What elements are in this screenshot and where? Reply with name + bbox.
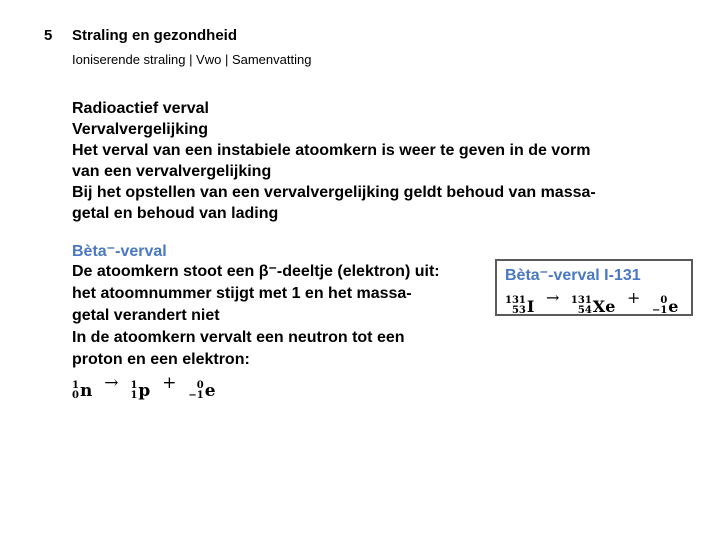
intro-line: Radioactief verval (72, 100, 209, 117)
element-symbol: I (526, 296, 535, 316)
mass-number: 0 (660, 295, 668, 306)
mass-number: 131 (570, 295, 592, 306)
example-box (495, 259, 693, 316)
beta-line: het atoomnummer stijgt met 1 en het massa- (72, 285, 412, 302)
chapter-number: 5 (44, 27, 53, 44)
breadcrumb: Ioniserende straling | Vwo | Samenvatting (72, 52, 312, 67)
mass-number: 1 (72, 380, 79, 391)
element-symbol: e (204, 381, 216, 401)
example-box-title: Bèta⁻-verval I-131 (505, 267, 641, 284)
reaction-arrow: → (545, 288, 560, 307)
mass-number: 131 (505, 295, 526, 306)
nuclide-xenon (571, 296, 615, 316)
charge-number: 54 (577, 305, 592, 316)
beta-line: In de atoomkern vervalt een neutron tot een (72, 329, 405, 346)
intro-line: getal en behoud van lading (72, 205, 279, 222)
nuclide-iodine (505, 296, 534, 316)
chapter-title: Straling en gezondheid (72, 27, 238, 44)
charge-number: 0 (72, 390, 79, 401)
beta-line: getal verandert niet (72, 307, 220, 324)
intro-line: Bij het opstellen van een vervalvergelijking geldt behoud van massa- (72, 184, 596, 201)
charge-number: −1 (651, 305, 668, 316)
beta-decay-heading: Bèta⁻-verval (72, 243, 167, 260)
nuclide-neutron (72, 381, 92, 401)
neutron-decay-equation (72, 373, 216, 401)
iodine-decay-equation (505, 288, 683, 316)
nuclide-electron (188, 381, 215, 401)
intro-line: Vervalvergelijking (72, 121, 209, 138)
element-symbol: n (79, 381, 93, 401)
element-symbol: p (138, 381, 151, 401)
intro-text (72, 98, 692, 224)
element-symbol: e (668, 296, 679, 316)
intro-line: Het verval van een instabiele atoomkern is weer te geven in de vorm (72, 142, 591, 159)
charge-number: 53 (511, 305, 526, 316)
plus-sign: + (162, 373, 177, 393)
nuclide-electron (652, 296, 679, 316)
mass-number: 1 (130, 380, 138, 391)
beta-line: proton en een elektron: (72, 351, 250, 368)
beta-line: De atoomkern stoot een β⁻-deeltje (elektron) uit: (72, 263, 440, 280)
charge-number: 1 (130, 390, 138, 401)
mass-number: 0 (196, 380, 204, 391)
charge-number: −1 (188, 390, 204, 401)
beta-decay-text (72, 261, 440, 371)
nuclide-proton (130, 381, 150, 401)
element-symbol: Xe (592, 296, 616, 316)
intro-line: van een vervalvergelijking (72, 163, 272, 180)
reaction-arrow: → (104, 373, 119, 393)
plus-sign: + (626, 288, 641, 307)
